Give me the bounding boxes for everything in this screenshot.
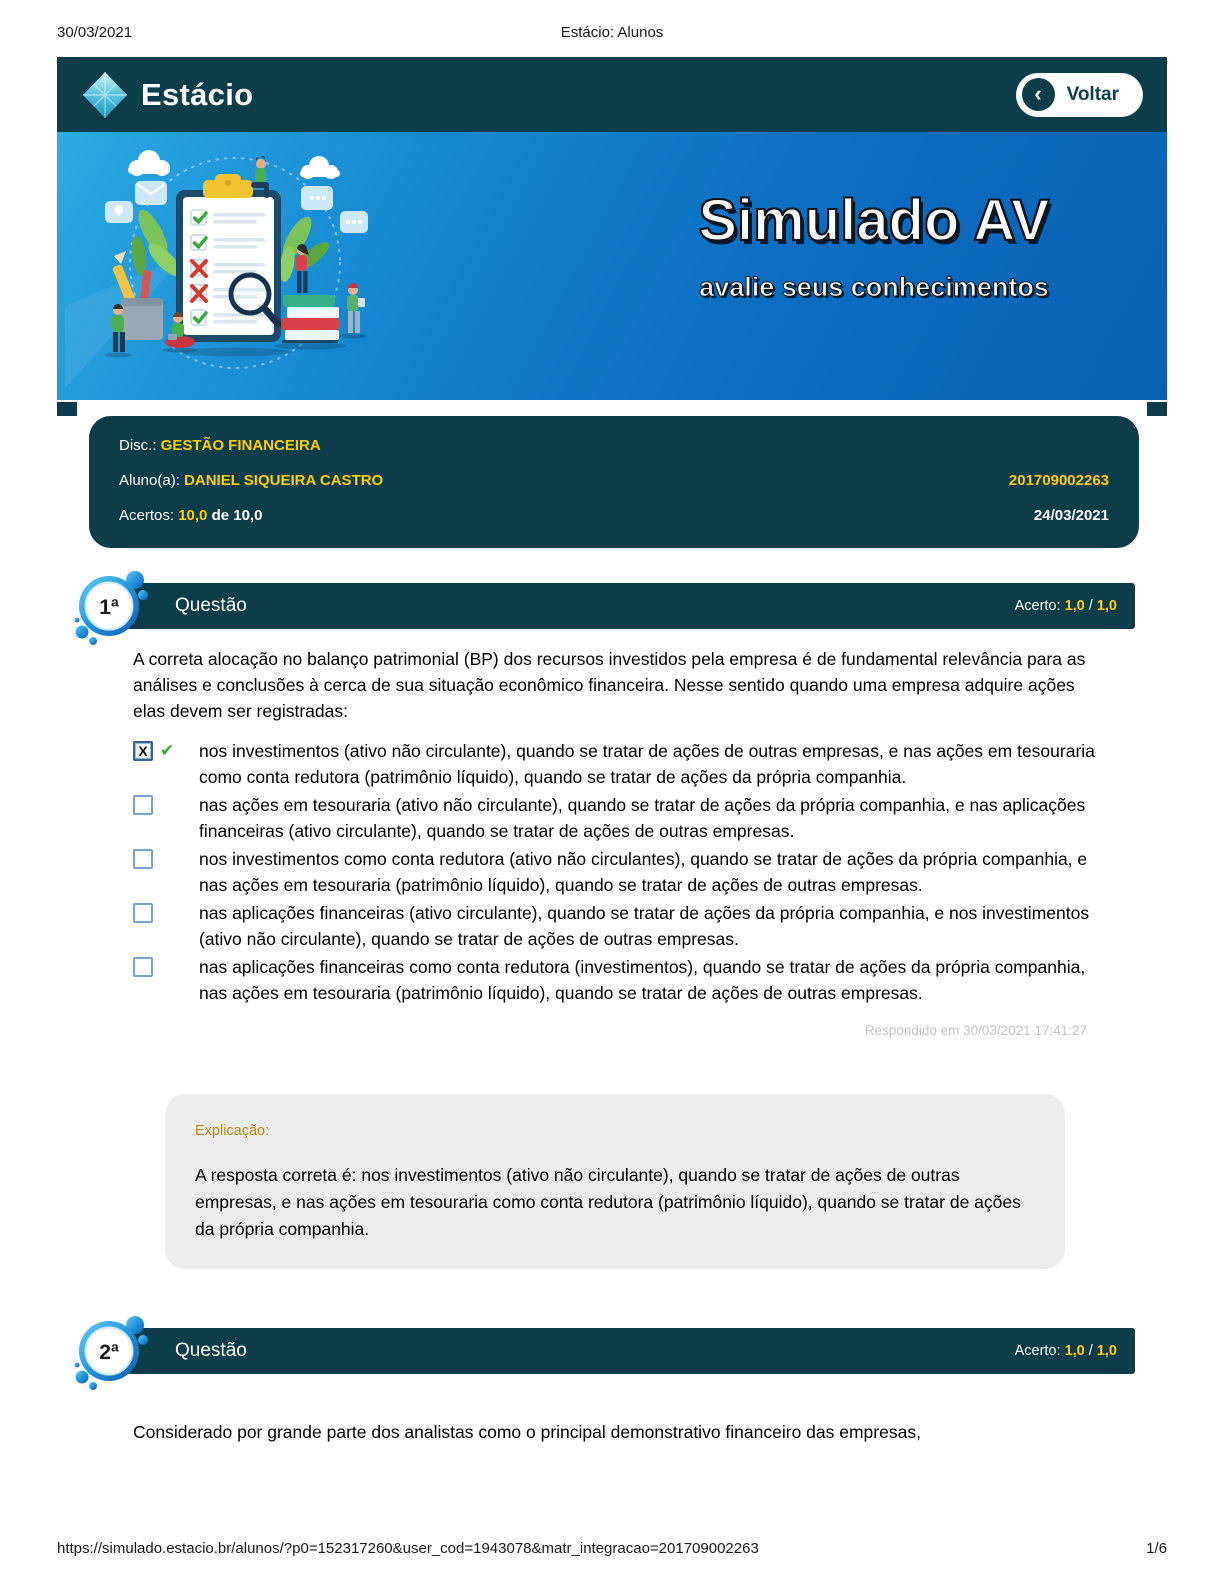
- question-number-badge: [73, 568, 149, 646]
- option-text: nas ações em tesouraria (ativo não circulante), quando se tratar de ações da própria companhia, e nas aplicações financeiras (ativo circulante), quando se tratar de ações de outras empresas.: [199, 795, 1086, 841]
- answered-timestamp: Respondido em 30/03/2021 17:41:27: [864, 1023, 1087, 1038]
- exam-info-card: [89, 416, 1139, 548]
- answer-options: [133, 738, 1101, 1006]
- question-1-header: [57, 574, 1167, 638]
- score-row: [119, 507, 1109, 524]
- corner-decoration: [1147, 402, 1167, 416]
- question-score: Acerto: 1,0 / 1,0: [1014, 1343, 1117, 1359]
- banner-bottom-strip: [57, 400, 1167, 416]
- question-number: 2ª: [99, 1341, 119, 1364]
- question-title: Questão: [175, 1340, 247, 1361]
- answer-option-3[interactable]: [133, 846, 1101, 898]
- main-content: [57, 57, 1167, 1459]
- correct-check-icon: ✔: [160, 741, 175, 760]
- question-2-header: [57, 1319, 1167, 1383]
- estacio-logo-icon: [81, 70, 129, 120]
- checkbox-checked-icon[interactable]: X: [133, 741, 153, 761]
- back-button[interactable]: [1016, 73, 1143, 117]
- discipline-row: [119, 437, 1109, 454]
- banner-text: [629, 188, 1119, 303]
- discipline-label: Disc.:: [119, 437, 157, 454]
- top-bar: [57, 57, 1167, 132]
- print-header: [0, 24, 1224, 44]
- question-statement: Considerado por grande parte dos analistas como o principal demonstrativo financeiro das empresas,: [133, 1422, 921, 1442]
- answer-option-4[interactable]: [133, 900, 1101, 952]
- option-marker: [133, 846, 199, 898]
- checkbox-unchecked-icon[interactable]: [133, 957, 153, 977]
- discipline-value: GESTÃO FINANCEIRA: [160, 437, 321, 454]
- brand: [81, 70, 253, 120]
- question-1-body: [133, 646, 1101, 1269]
- page-indicator: 1/6: [1146, 1540, 1167, 1557]
- option-marker: [133, 738, 199, 790]
- score-total: de 10,0: [211, 507, 263, 524]
- option-marker: [133, 900, 199, 952]
- question-title: Questão: [175, 595, 247, 616]
- score-value: 10,0: [178, 507, 208, 524]
- explanation-label: Explicação:: [195, 1123, 270, 1139]
- answer-option-2[interactable]: [133, 792, 1101, 844]
- option-text: nas aplicações financeiras (ativo circulante), quando se tratar de ações da própria companhia, e nos investimentos (ativo não circulante), quando se tratar de ações de outras empresas.: [199, 903, 1090, 949]
- checkbox-unchecked-icon[interactable]: [133, 849, 153, 869]
- question-score: Acerto: 1,0 / 1,0: [1014, 598, 1117, 614]
- question-1: [57, 574, 1167, 1269]
- banner-title: Simulado AV: [698, 188, 1050, 253]
- banner-illustration: [65, 138, 475, 388]
- back-chevron-icon: ‹: [1022, 78, 1055, 111]
- exam-date: 24/03/2021: [1033, 507, 1109, 524]
- question-title-bar: [95, 1328, 1135, 1374]
- book-stack: [274, 295, 346, 350]
- banner: [57, 132, 1167, 400]
- brand-name: Estácio: [141, 76, 254, 112]
- banner-subtitle: avalie seus conhecimentos: [699, 272, 1049, 302]
- question-statement: A correta alocação no balanço patrimonial (BP) dos recursos investidos pela empresa é de fundamental relevância para as análises e conclusões à cerca de sua situação econômico financeira. Nesse sentido quando uma empresa adquire ações elas devem ser registradas:: [133, 649, 1086, 721]
- student-name: DANIEL SIQUEIRA CASTRO: [184, 472, 384, 489]
- student-label: Aluno(a):: [119, 472, 180, 489]
- answer-option-5[interactable]: [133, 954, 1101, 1006]
- question-number-badge: [73, 1313, 149, 1391]
- checkbox-unchecked-icon[interactable]: [133, 903, 153, 923]
- back-button-label: Voltar: [1066, 83, 1119, 105]
- corner-decoration: [57, 402, 77, 416]
- student-id: 201709002263: [1008, 472, 1109, 489]
- option-marker: [133, 954, 199, 1006]
- option-marker: [133, 792, 199, 844]
- explanation-text: A resposta correta é: nos investimentos (ativo não circulante), quando se tratar de ações de outras empresas, e nas ações em tesouraria como conta redutora (patrimônio líquido), quando se tratar de ações da própria companhia.: [195, 1165, 1021, 1239]
- option-text: nos investimentos como conta redutora (ativo não circulantes), quando se tratar de ações da própria companhia, e nas ações em tesouraria (patrimônio líquido), quando se tratar de ações de outras empresas.: [199, 849, 1088, 895]
- explanation-box: [165, 1094, 1065, 1269]
- page-url: https://simulado.estacio.br/alunos/?p0=152317260&user_cod=1943078&matr_integracao=201709002263: [57, 1540, 759, 1557]
- question-number: 1ª: [99, 596, 119, 619]
- score-label: Acertos:: [119, 507, 175, 524]
- student-row: [119, 472, 1109, 489]
- print-date: 30/03/2021: [57, 24, 133, 41]
- person-standing-right: [340, 283, 366, 339]
- answer-option-1[interactable]: [133, 738, 1101, 790]
- question-title-bar: [95, 583, 1135, 629]
- question-2: [57, 1319, 1167, 1445]
- person-on-books: [296, 244, 309, 293]
- option-text: nas aplicações financeiras como conta redutora (investimentos), quando se tratar de ações da própria companhia, nas ações em tesouraria (patrimônio líquido), quando se tratar de ações de outras empresas.: [199, 957, 1086, 1003]
- question-2-body: [133, 1419, 1101, 1445]
- option-text: nos investimentos (ativo não circulante), quando se tratar de ações de outras empresas, e nas ações em tesouraria como conta redutora (patrimônio líquido), quando se tratar de ações da própria companhia.: [199, 741, 1095, 787]
- document-title: Estácio: Alunos: [560, 24, 664, 41]
- checkbox-unchecked-icon[interactable]: [133, 795, 153, 815]
